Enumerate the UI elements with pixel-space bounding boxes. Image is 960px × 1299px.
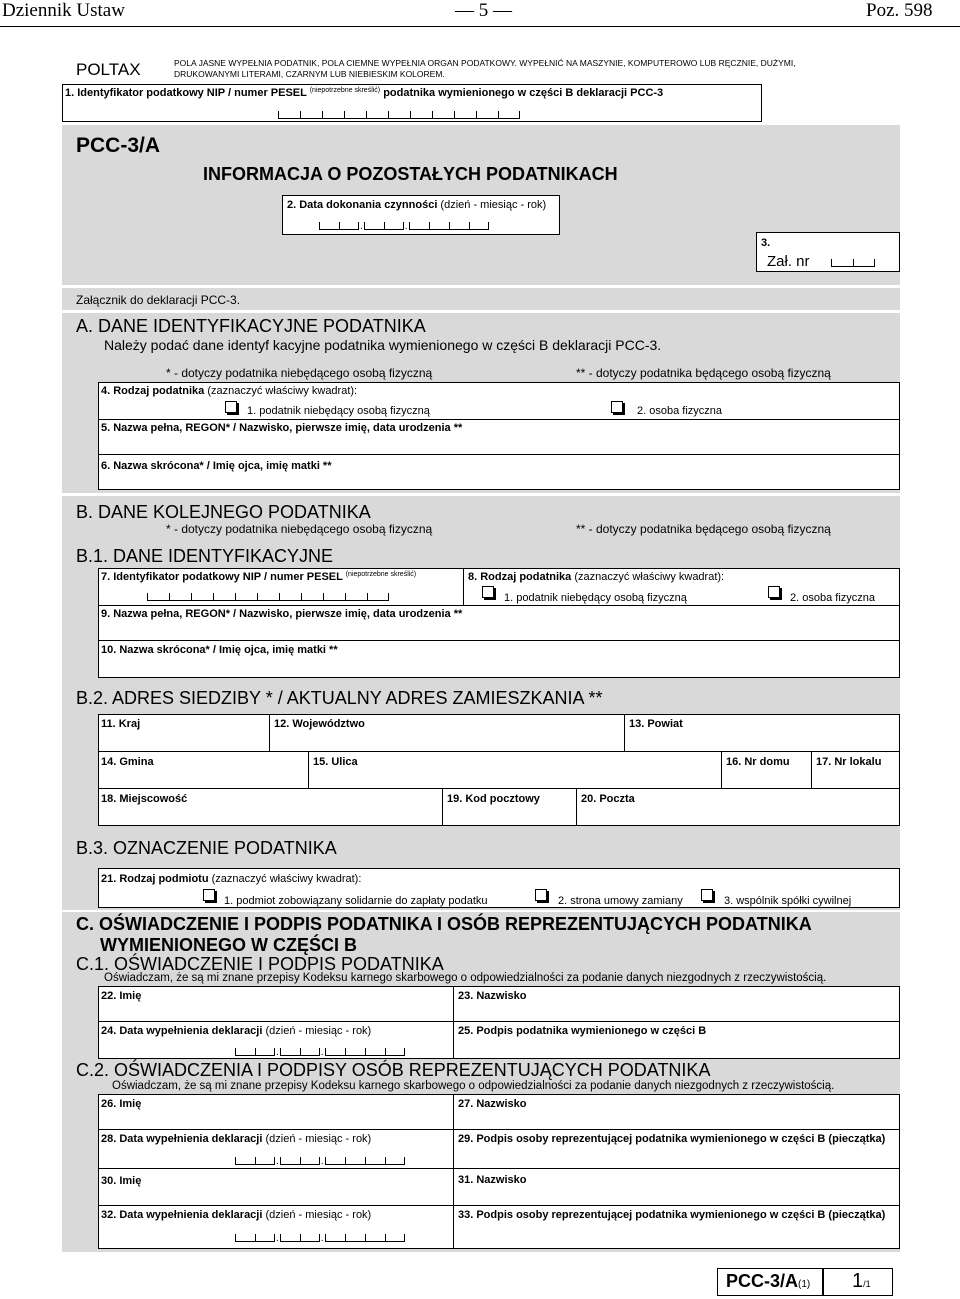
field-8-option-1-checkbox[interactable] xyxy=(482,586,494,598)
field-1-label: 1. Identyfikator podatkowy NIP / numer PESEL xyxy=(65,87,307,99)
field-2-transaction-date[interactable] xyxy=(282,195,560,235)
field-31-last-name[interactable] xyxy=(453,1168,900,1206)
field-4-option-2-label: 2. osoba fizyczna xyxy=(637,405,722,417)
attachment-label: Załącznik do deklaracji PCC-3. xyxy=(76,293,241,307)
field-4-label: 4. Rodzaj podatnika xyxy=(101,385,205,397)
field-18-label: 18. Miejscowość xyxy=(101,793,188,805)
field-21-option-1-label: 1. podmiot zobowiązany solidarnie do zapłaty podatku xyxy=(224,895,488,907)
field-10-short-name[interactable] xyxy=(98,640,900,678)
field-3-number: 3. xyxy=(761,237,771,249)
field-3-label: Zał. nr xyxy=(767,253,810,270)
field-33-representative-signature[interactable] xyxy=(453,1205,900,1249)
field-14-commune[interactable] xyxy=(98,751,309,789)
field-33-label: 33. Podpis osoby reprezentującej podatnika wymienionego w części B (pieczątka) xyxy=(458,1209,886,1221)
field-30-first-name[interactable] xyxy=(98,1168,454,1206)
field-24-format: (dzień - miesiąc - rok) xyxy=(262,1025,372,1037)
field-21-hint: (zaznaczyć właściwy kwadrat): xyxy=(208,873,362,885)
section-b-title: B. DANE KOLEJNEGO PODATNIKA xyxy=(76,502,371,522)
poltax-logo: POLTAX xyxy=(76,60,141,79)
field-32-fill-date[interactable] xyxy=(98,1205,454,1249)
journal-name: Dziennik Ustaw xyxy=(2,0,125,21)
section-a-note-natural: ** - dotyczy podatnika będącego osobą fizyczną xyxy=(576,366,831,380)
field-24-date-boxes[interactable]: . . xyxy=(235,1048,405,1056)
field-17-label: 17. Nr lokalu xyxy=(816,756,882,768)
section-c1-statement: Oświadczam, że są mi znane przepisy Kodeksu karnego skarbowego o odpowiedzialności za podanie danych niezgodnych z rzeczywistością. xyxy=(104,972,827,984)
footer-page-number: 1 xyxy=(852,1270,864,1292)
field-13-label: 13. Powiat xyxy=(629,718,683,730)
field-29-label: 29. Podpis osoby reprezentującej podatnika wymienionego w części B (pieczątka) xyxy=(458,1133,886,1145)
field-9-full-name[interactable] xyxy=(98,605,900,641)
field-12-label: 12. Województwo xyxy=(274,718,365,730)
date-digit-boxes[interactable]: . . xyxy=(319,222,489,230)
field-22-first-name[interactable] xyxy=(98,986,454,1022)
field-21-option-2-label: 2. strona umowy zamiany xyxy=(558,895,683,907)
field-28-fill-date[interactable] xyxy=(98,1129,454,1169)
field-19-label: 19. Kod pocztowy xyxy=(447,793,540,805)
field-6-label: 6. Nazwa skrócona* / Imię ojca, imię matki ** xyxy=(101,460,332,472)
field-2-label: 2. Data dokonania czynności xyxy=(287,199,438,211)
field-14-label: 14. Gmina xyxy=(101,756,154,768)
section-c-title-line1: C. OŚWIADCZENIE I PODPIS PODATNIKA I OSÓB REPREZENTUJĄCYCH PODATNIKA xyxy=(76,914,812,934)
section-b-note-legal: * - dotyczy podatnika niebędącego osobą fizyczną xyxy=(166,522,433,536)
field-25-label: 25. Podpis podatnika wymienionego w części B xyxy=(458,1025,707,1037)
attachment-digit-boxes[interactable] xyxy=(831,259,875,267)
field-32-label: 32. Data wypełnienia deklaracji xyxy=(101,1209,263,1221)
field-32-format: (dzień - miesiąc - rok) xyxy=(262,1209,372,1221)
field-5-full-name[interactable] xyxy=(98,419,900,455)
field-21-label: 21. Rodzaj podmiotu xyxy=(101,873,209,885)
field-15-street[interactable] xyxy=(308,751,722,789)
field-1-label-tail: podatnika wymienionego w części B deklaracji PCC-3 xyxy=(380,87,664,99)
field-22-label: 22. Imię xyxy=(101,990,142,1002)
section-a-title: A. DANE IDENTYFIKACYJNE PODATNIKA xyxy=(76,316,426,336)
field-8-taxpayer-type xyxy=(463,568,900,606)
footer-form-code-box xyxy=(717,1268,893,1296)
field-24-fill-date[interactable] xyxy=(98,1021,454,1059)
field-11-country[interactable] xyxy=(98,714,270,752)
field-11-label: 11. Kraj xyxy=(101,718,141,730)
field-8-option-2-checkbox[interactable] xyxy=(768,586,780,598)
field-26-label: 26. Imię xyxy=(101,1098,142,1110)
field-4-taxpayer-type xyxy=(98,382,900,420)
field-5-label: 5. Nazwa pełna, REGON* / Nazwisko, pierwsze imię, data urodzenia ** xyxy=(101,422,463,434)
field-28-format: (dzień - miesiąc - rok) xyxy=(262,1133,372,1145)
field-7-label: 7. Identyfikator podatkowy NIP / numer PESEL xyxy=(101,571,343,583)
field-4-option-1-label: 1. podatnik niebędący osobą fizyczną xyxy=(247,405,430,417)
section-b2-title: B.2. ADRES SIEDZIBY * / AKTUALNY ADRES ZAMIESZKANIA ** xyxy=(76,688,603,708)
field-21-option-2-checkbox[interactable] xyxy=(535,889,547,901)
field-32-date-boxes[interactable]: . . xyxy=(235,1234,405,1242)
field-8-option-2-label: 2. osoba fizyczna xyxy=(790,592,875,604)
form-title: INFORMACJA O POZOSTAŁYCH PODATNIKACH xyxy=(203,164,618,184)
section-c1-title: C.1. OŚWIADCZENIE I PODPIS PODATNIKA xyxy=(76,954,444,974)
field-7-note: (niepotrzebne skreślić) xyxy=(345,571,417,578)
field-4-hint: (zaznaczyć właściwy kwadrat): xyxy=(204,385,358,397)
field-8-label: 8. Rodzaj podatnika xyxy=(468,571,572,583)
footer-form-version: (1) xyxy=(798,1279,811,1290)
field-16-house-number[interactable] xyxy=(721,751,812,789)
section-a-note-legal: * - dotyczy podatnika niebędącego osobą fizyczną xyxy=(166,366,433,380)
section-c2-statement: Oświadczam, że są mi znane przepisy Kodeksu karnego skarbowego o odpowiedzialności za podanie danych niezgodnych z rzeczywistością. xyxy=(112,1080,835,1092)
field-18-city[interactable] xyxy=(98,788,443,826)
field-4-option-1-checkbox[interactable] xyxy=(225,401,237,413)
position-number: Poz. 598 xyxy=(866,0,933,21)
page-number: — 5 — xyxy=(455,0,512,21)
fill-instructions-line1: POLA JASNE WYPEŁNIA PODATNIK, POLA CIEMNE WYPEŁNIA ORGAN PODATKOWY. WYPEŁNIĆ NA MASZYNIE, KOMPUTEROWO LUB RĘCZNIE, DUŻYMI, xyxy=(174,58,796,68)
field-1-note: (niepotrzebne skreślić) xyxy=(309,87,381,94)
section-c-title-line2: WYMIENIONEGO W CZĘŚCI B xyxy=(100,935,358,955)
field-21-option-3-label: 3. wspólnik spółki cywilnej xyxy=(724,895,852,907)
field-15-label: 15. Ulica xyxy=(313,756,358,768)
field-29-representative-signature[interactable] xyxy=(453,1129,900,1169)
field-12-voivodeship[interactable] xyxy=(269,714,625,752)
field-8-option-1-label: 1. podatnik niebędący osobą fizyczną xyxy=(504,592,687,604)
section-a-subtitle: Należy podać dane identyf kacyjne podatnika wymienionego w części B deklaracji PCC-3. xyxy=(104,337,662,353)
field-23-label: 23. Nazwisko xyxy=(458,990,527,1002)
field-25-taxpayer-signature[interactable] xyxy=(453,1021,900,1059)
footer-page-total: /1 xyxy=(863,1279,871,1289)
field-24-label: 24. Data wypełnienia deklaracji xyxy=(101,1025,263,1037)
field-27-label: 27. Nazwisko xyxy=(458,1098,527,1110)
nip-digit-boxes[interactable] xyxy=(278,111,520,119)
field-19-postal-code[interactable] xyxy=(442,788,577,826)
field-9-label: 9. Nazwa pełna, REGON* / Nazwisko, pierwsze imię, data urodzenia ** xyxy=(101,608,463,620)
field-21-entity-type xyxy=(98,868,900,908)
field-10-label: 10. Nazwa skrócona* / Imię ojca, imię matki ** xyxy=(101,644,338,656)
section-b-note-natural: ** - dotyczy podatnika będącego osobą fizyczną xyxy=(576,522,831,536)
field-20-label: 20. Poczta xyxy=(581,793,635,805)
field-28-date-boxes[interactable]: . . xyxy=(235,1157,405,1165)
field-16-label: 16. Nr domu xyxy=(726,756,790,768)
field-4-option-2-checkbox[interactable] xyxy=(611,401,623,413)
field-7-nip-pesel[interactable] xyxy=(98,568,464,606)
field-20-post-office[interactable] xyxy=(576,788,900,826)
field-28-label: 28. Data wypełnienia deklaracji xyxy=(101,1133,263,1145)
fill-instructions-line2: DRUKOWANYMI LITERAMI, CZARNYM LUB NIEBIESKIM KOLOREM. xyxy=(174,69,445,79)
field-23-last-name[interactable] xyxy=(453,986,900,1022)
header-rule xyxy=(0,26,960,27)
field-31-label: 31. Nazwisko xyxy=(458,1174,527,1186)
section-b1-title: B.1. DANE IDENTYFIKACYJNE xyxy=(76,546,334,566)
field-8-hint: (zaznaczyć właściwy kwadrat): xyxy=(571,571,725,583)
section-b3-title: B.3. OZNACZENIE PODATNIKA xyxy=(76,838,337,858)
field-3-attachment-number[interactable] xyxy=(756,232,900,272)
field-30-label: 30. Imię xyxy=(101,1175,142,1187)
field-1-nip-pesel[interactable] xyxy=(62,84,762,122)
field-21-option-1-checkbox[interactable] xyxy=(203,889,215,901)
field-2-format: (dzień - miesiąc - rok) xyxy=(437,199,547,211)
section-c2-title: C.2. OŚWIADCZENIA I PODPISY OSÓB REPREZENTUJĄCYCH PODATNIKA xyxy=(76,1060,711,1080)
field-7-digit-boxes[interactable] xyxy=(147,593,389,601)
field-26-first-name[interactable] xyxy=(98,1094,454,1130)
field-21-option-3-checkbox[interactable] xyxy=(701,889,713,901)
form-code: PCC-3/A xyxy=(76,134,161,157)
field-13-district[interactable] xyxy=(624,714,900,752)
field-27-last-name[interactable] xyxy=(453,1094,900,1130)
footer-form-code: PCC-3/A xyxy=(726,1271,799,1291)
field-17-apartment-number[interactable] xyxy=(811,751,900,789)
field-6-short-name[interactable] xyxy=(98,454,900,490)
